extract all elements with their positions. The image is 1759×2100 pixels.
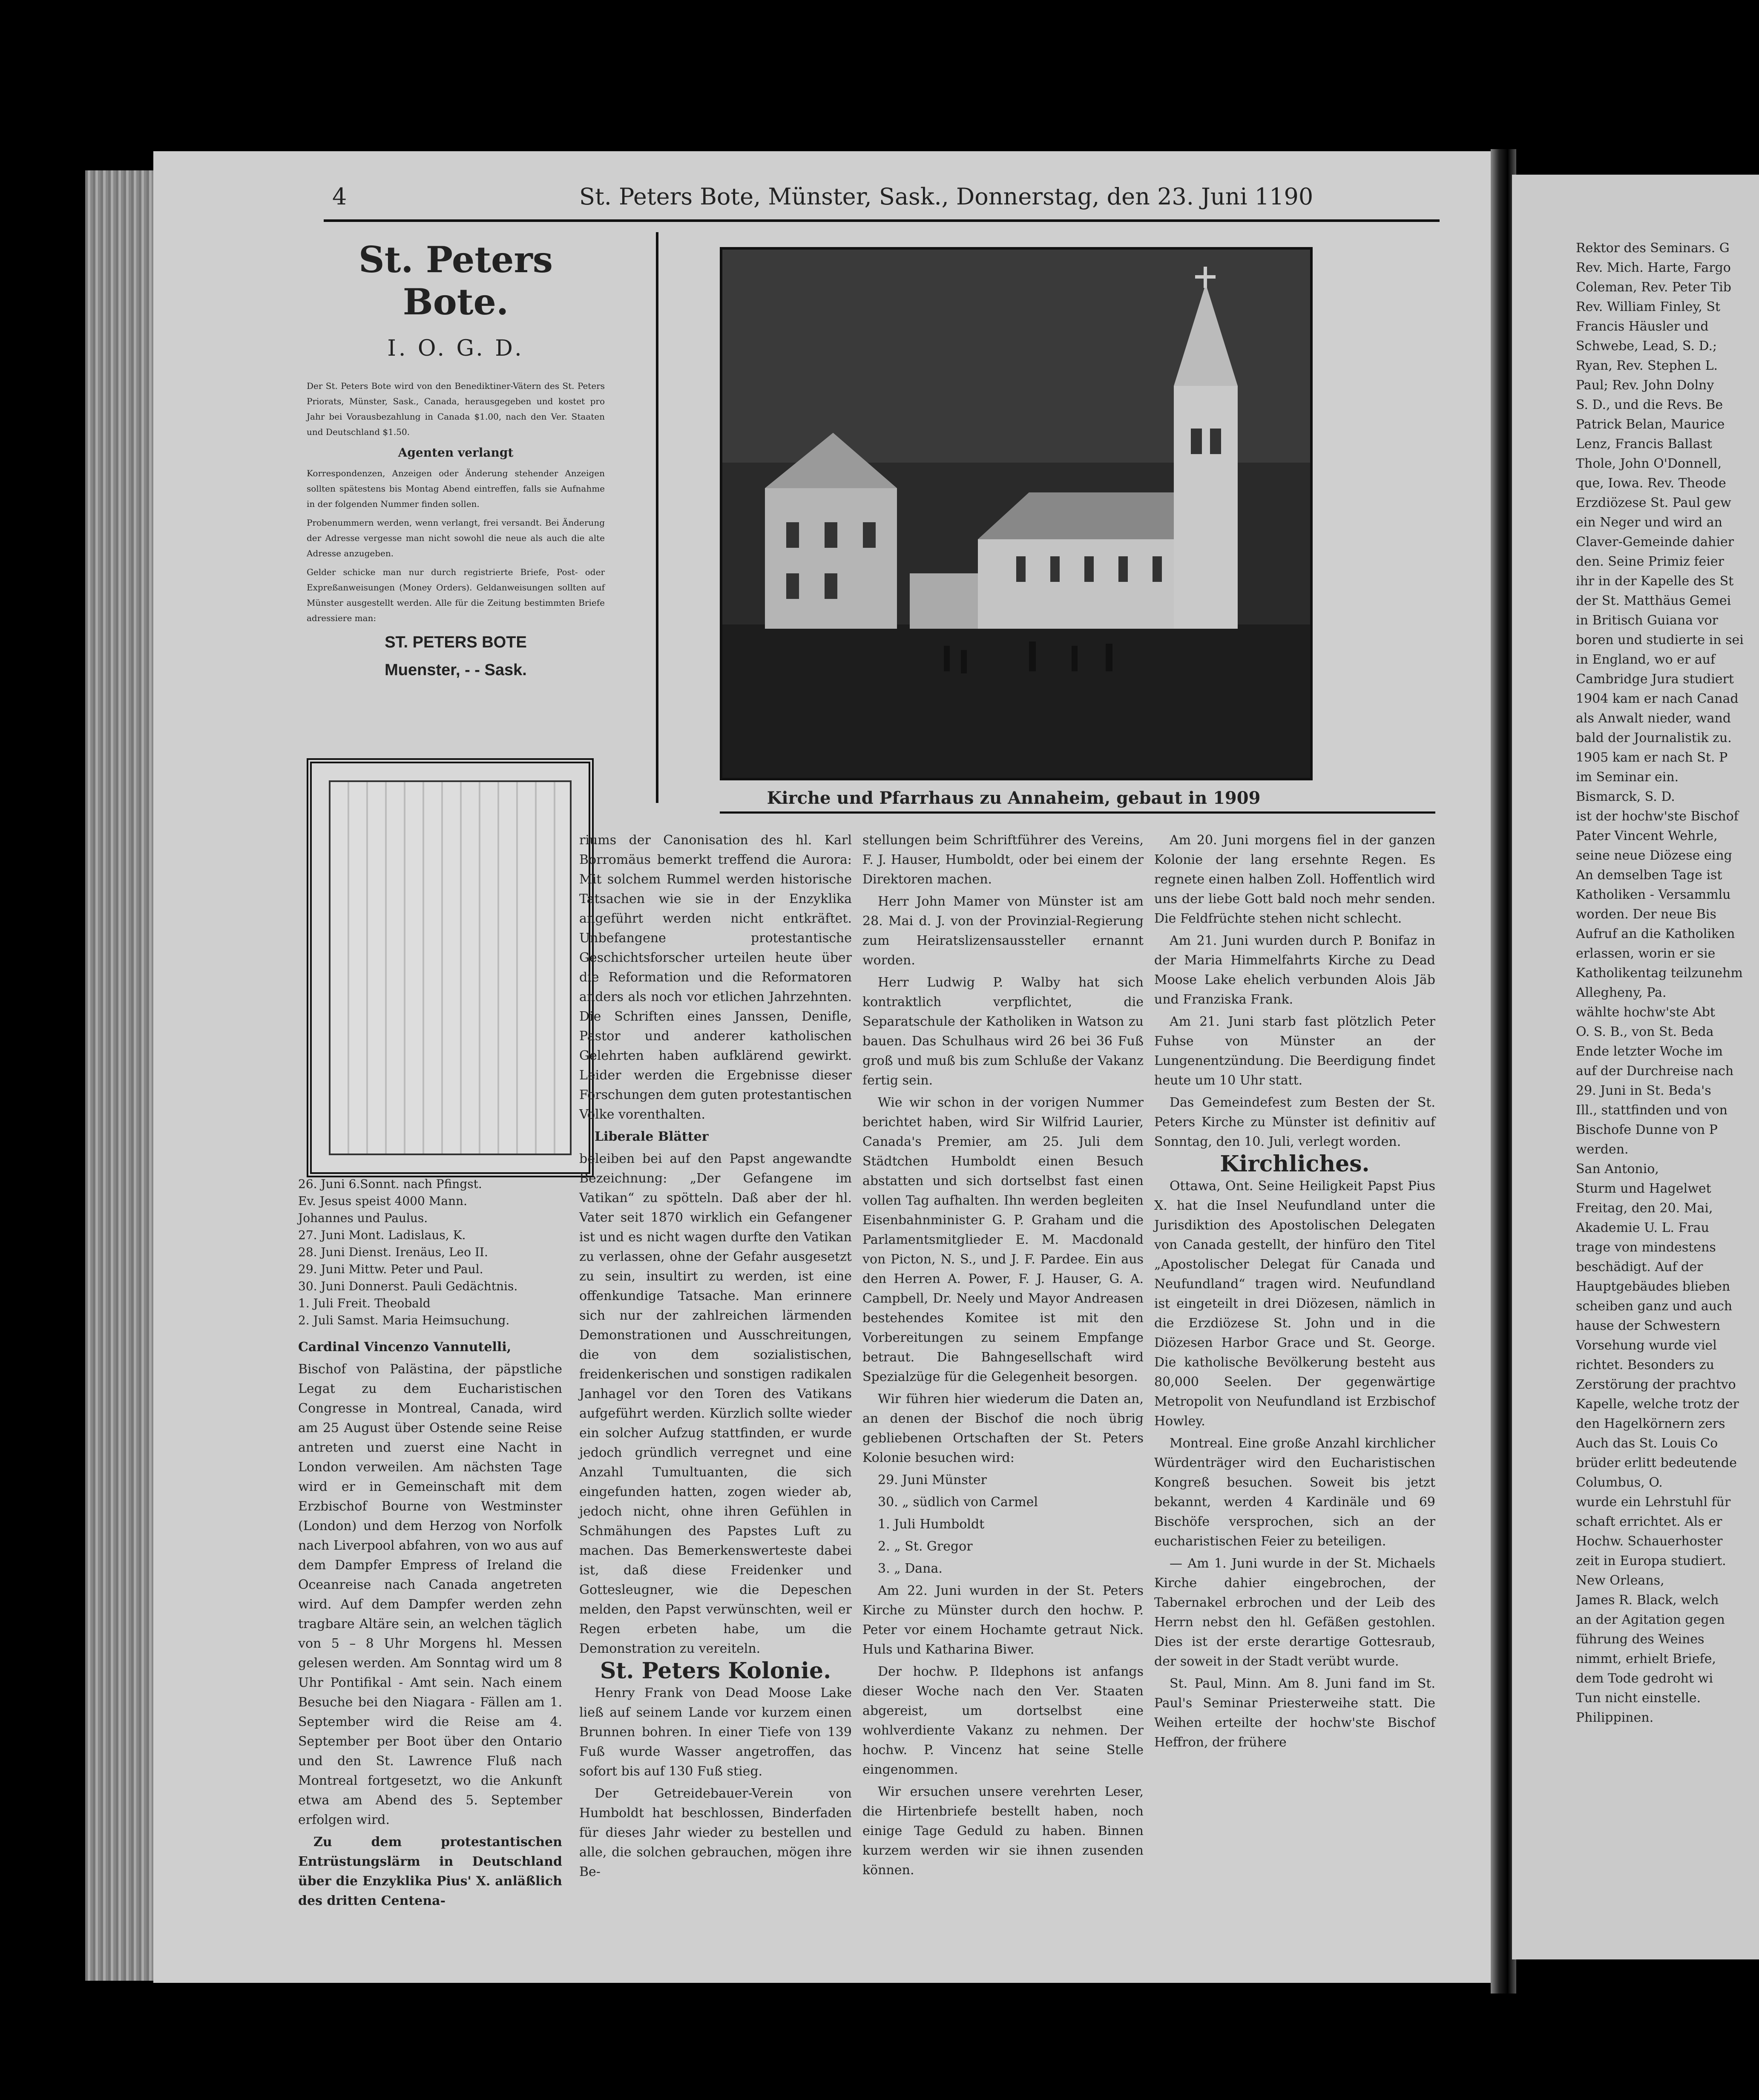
article-text: Am 21. Juni starb fast plötzlich Peter Fuhse von Münster an der Lungenentzündung. Die Beerdigung findet heute um 10 Uhr statt. [1154, 1014, 1435, 1088]
right-page-line: 1904 kam er nach Canad [1576, 691, 1739, 706]
right-page-line: zeit in Europa studiert. [1576, 1553, 1726, 1568]
calendar-entry: 30. Juni Donnerst. Pauli Gedächtnis. [298, 1279, 518, 1293]
right-page-line: Katholikentag teilzunehm [1576, 966, 1743, 981]
right-page-line: O. S. B., von St. Beda [1576, 1024, 1714, 1039]
calendar-entry: 2. Juli Samst. Maria Heimsuchung. [298, 1313, 510, 1327]
right-page-line: seine neue Diözese eing [1576, 848, 1732, 863]
calendar-entry: 1. Juli Freit. Theobald [298, 1296, 431, 1310]
article-text: Der hochw. P. Ildephons ist anfangs dieser Woche nach den Ver. Staaten abgereist, um dortselbst eine wohlverdiente Vakanz zu nehmen. Der hochw. P. Vincenz hat seine Stelle eingenommen. [862, 1664, 1144, 1777]
right-page-line: wurde ein Lehrstuhl für [1576, 1495, 1731, 1510]
article-text: Bischof von Palästina, der päpstliche Legat zu dem Eucharistischen Congresse in Montreal, Canada, wird am 25 August über Ostende seine Reise antreten und zuerst eine Nacht in London verweilen. Am nächsten Tage wird er in Gemeinschaft mit dem Erzbischof Bourne von Westminster (London) und dem Herzog von Norfolk nach Liverpool abfahren, von wo aus auf dem Dampfer Empress of Ireland die Oceanreise nach Canada angetreten wird. Auf dem Dampfer werden zehn tragbare Altäre sein, an welchen täglich von 5 – 8 Uhr Morgens hl. Messen gelesen werden. Am Sonntag wird um 8 Uhr Pontifikal - Amt sein. Nach einem Besuche bei den Niagara - Fällen am 1. September wird die Reise am 4. September per Boot über den Ontario und den St. Lawrence Fluß nach Montreal fortgesetzt, wo die Ankunft etwa am Abend des 5. September erfolgen wird. [298, 1362, 562, 1827]
article-text: Am 22. Juni wurden in der St. Peters Kirche zu Münster durch den hochw. P. Peter vor einem Hochamte getraut Nick. Huls und Katharina Biwer. [862, 1583, 1144, 1657]
right-page-line: Coleman, Rev. Peter Tib [1576, 280, 1731, 295]
calendar-entry: 29. Juni Mittw. Peter und Paul. [298, 1262, 483, 1276]
article-text: Zu dem protestantischen Entrüstungslärm in Deutschland über die Enzyklika Pius' X. anläßlich des dritten Centena- [298, 1835, 562, 1908]
right-page-line: werden. [1576, 1142, 1629, 1157]
calendar-entry: 28. Juni Dienst. Irenäus, Leo II. [298, 1245, 488, 1259]
masthead [307, 239, 605, 679]
right-page-line: Ende letzter Woche im [1576, 1044, 1723, 1059]
article-text: Am 20. Juni morgens fiel in der ganzen Kolonie der lang ersehnte Regen. Es regnete einen halben Zoll. Hoffentlich wird uns der liebe Gott bald noch mehr senden. Die Feldfrüchte stehen nicht schlecht. [1154, 833, 1435, 926]
article-text: Wir ersuchen unsere verehrten Leser, die Hirtenbriefe bestellt haben, noch einige Tage Geduld zu haben. Binnen kurzem werden wir sie ihnen zusenden können. [862, 1784, 1144, 1878]
article-text: Der Getreidebauer-Verein von Humboldt hat beschlossen, Binderfaden für dieses Jahr wieder zu bestellen und alle, die solchen gebrauchen, mögen ihre Be- [579, 1786, 852, 1879]
article-text: Am 21. Juni wurden durch P. Bonifaz in der Maria Himmelfahrts Kirche zu Dead Moose Lake ehelich verbunden Alois Jäb und Franziska Frank. [1154, 933, 1435, 1007]
church-photo [720, 247, 1313, 780]
right-page-line: S. D., und die Revs. Be [1576, 397, 1723, 412]
right-page-line: que, Iowa. Rev. Theode [1576, 476, 1726, 491]
right-page-line: erlassen, worin er sie [1576, 946, 1716, 961]
right-page-line: auf der Durchreise nach [1576, 1064, 1734, 1079]
right-page-line: ihr in der Kapelle des St [1576, 574, 1734, 589]
right-page-line: Allegheny, Pa. [1576, 985, 1667, 1000]
right-page-line: in England, wo er auf [1576, 652, 1716, 667]
scan-background-left [0, 0, 85, 2100]
right-page-line: Schwebe, Lead, S. D.; [1576, 339, 1717, 354]
article-text: Herr John Mamer von Münster ist am 28. Mai d. J. von der Provinzial-Regierung zum Heiratslizensaussteller ernannt worden. [862, 894, 1144, 968]
right-page-line: Bismarck, S. D. [1576, 789, 1675, 804]
right-page-line: San Antonio, [1576, 1162, 1659, 1177]
right-page-line: Claver-Gemeinde dahier [1576, 535, 1734, 549]
right-page-line: Lenz, Francis Ballast [1576, 437, 1713, 452]
right-page-line: beschädigt. Auf der [1576, 1260, 1703, 1274]
right-page-line: als Anwalt nieder, wand [1576, 711, 1731, 726]
right-page-line: Aufruf an die Katholiken [1576, 926, 1735, 941]
right-page-line: Hauptgebäudes blieben [1576, 1279, 1730, 1294]
right-page-line: Ryan, Rev. Stephen L. [1576, 358, 1718, 373]
right-page-line: hause der Schwestern [1576, 1318, 1721, 1333]
masthead-money: Gelder schicke man nur durch registrierte Briefe, Post- oder Expreßanweisungen (Money Orders). Geldanweisungen sollten auf Münster ausgestellt werden. Alle für die Zeitung bestimmten Briefe adressiere man: [307, 567, 605, 623]
section-heading: Kirchliches. [1220, 1151, 1370, 1177]
article-text: Herr Ludwig P. Walby hat sich kontraktlich verpflichtet, die Separatschule der Katholiken in Watson zu bauen. Das Schulhaus wird 26 bei 36 Fuß groß und muß bis zum Schluße der Vakanz fertig sein. [862, 975, 1144, 1088]
column-rule [656, 232, 658, 803]
right-page-line: Pater Vincent Wehrle, [1576, 828, 1718, 843]
right-page-line: führung des Weines [1576, 1632, 1704, 1647]
calendar-entry: Ev. Jesus speist 4000 Mann. [298, 1194, 468, 1208]
header-rule [324, 219, 1440, 222]
right-page-line: Francis Häusler und [1576, 319, 1709, 334]
right-page-line: Rektor des Seminars. G [1576, 241, 1730, 256]
article-text: Wir führen hier wiederum die Daten an, an denen der Bischof die noch übrig gebliebenen Ortschaften der St. Peters Kolonie besuchen wird: [862, 1392, 1144, 1465]
right-page-line: An demselben Tage ist [1576, 868, 1722, 883]
page-header [170, 183, 1427, 217]
right-page-line: Rev. Mich. Harte, Fargo [1576, 260, 1731, 275]
right-page-line: Cambridge Jura studiert [1576, 672, 1734, 687]
right-page-line: im Seminar ein. [1576, 770, 1679, 785]
page-number: 4 [332, 183, 347, 210]
right-page-line: richtet. Besonders zu [1576, 1358, 1714, 1372]
publisher-location: Muenster, - - Sask. [385, 661, 527, 679]
right-page-line: Rev. William Finley, St [1576, 299, 1721, 314]
calendar-table [307, 758, 594, 1177]
right-page-line: in Britisch Guiana vor [1576, 613, 1718, 628]
right-page-line: Katholiken - Versammlu [1576, 887, 1731, 902]
right-page-line: den. Seine Primiz feier [1576, 554, 1724, 569]
caption-rule [720, 811, 1435, 814]
article-text: riums der Canonisation des hl. Karl Borromäus bemerkt treffend die Aurora: Mit solchem Rummel werden historische Tatsachen wie sie in der Enzyklika angeführt werden nicht entkräftet. Unbefangene protestantische Geschichtsforscher urteilen heute über die Reformation und die Reformatoren anders als noch vor etlichen Jahrzehnten. Die Schriften eines Janssen, Denifle, Pastor und anderer katholischen Gelehrten haben aufklärend gewirkt. Leider werden die Ergebnisse dieser Forschungen dem guten protestantischen Volke vorenthalten. [579, 833, 852, 1122]
visit-list-item: 30. „ südlich von Carmel [878, 1495, 1038, 1510]
right-page-line: Patrick Belan, Maurice [1576, 417, 1725, 432]
right-page-line: 29. Juni in St. Beda's [1576, 1083, 1711, 1098]
right-page-line: wählte hochw'ste Abt [1576, 1005, 1715, 1020]
right-page-line: Columbus, O. [1576, 1475, 1663, 1490]
right-page-line: dem Tode gedroht wi [1576, 1671, 1713, 1686]
article-text: St. Paul, Minn. Am 8. Juni fand im St. Paul's Seminar Priesterweihe statt. Die Weihen erteilte der hochw'ste Bischof Heffron, der frühere [1154, 1676, 1435, 1750]
right-page-line: Vorsehung wurde viel [1576, 1338, 1717, 1353]
article-text: beleiben bei auf den Papst angewandte Bezeichnung: „Der Gefangene im Vatikan“ zu spötteln. Daß aber der hl. Vater seit 1870 wirklich ein Gefangener ist und es nicht wagen durfte den Vatikan zu verlassen, ohne der Gefahr ausgesetzt zu sein, insultirt zu werden, ist eine offenkundige Tatsache. Man erinnere sich nur der zahlreichen lärmenden Demonstrationen und Ausschreitungen, die von dem sozialistischen, freidenkerischen und sonstigen radikalen Janhagel vor den Toren des Vatikans aufgeführt werden. Kürzlich sollte wieder ein solcher Aufzug stattfinden, er wurde jedoch gründlich verregnet und eine Anzahl Tumultuanten, die sich eingefunden hatten, zogen wieder ab, jedoch nicht, ohne ihren Gefühlen in Schmähungen des Papstes Luft zu machen. Das Bemerkenswerteste dabei ist, daß diese Freidenker und Gottesleugner, wie die Depeschen melden, den Papst verwünschten, weil er Regen erbeten habe, um die Demonstration zu vereiteln. [579, 1151, 852, 1656]
calendar-entry: Johannes und Paulus. [298, 1211, 428, 1225]
publisher-name: ST. PETERS BOTE [385, 633, 527, 651]
right-page-column [1576, 239, 1755, 1728]
right-page-line: Zerstörung der prachtvo [1576, 1377, 1736, 1392]
right-page-line: 1905 kam er nach St. P [1576, 750, 1728, 765]
column-2 [579, 831, 852, 1884]
right-page-line: Thole, John O'Donnell, [1576, 456, 1722, 471]
right-page-line: Philippinen. [1576, 1710, 1654, 1725]
calendar-entry: 26. Juni 6.Sonnt. nach Pfingst. [298, 1177, 482, 1191]
masthead-intro: Der St. Peters Bote wird von den Benediktiner-Vätern des St. Peters Priorats, Münster, Sask., Canada, herausgegeben und kostet pro Jahr bei Vorausbezahlung in Canada $1.00, nach den Ver. Staaten und Deutschland $1.50. [307, 381, 605, 437]
right-page-line: boren und studierte in sei [1576, 633, 1744, 647]
calendar-entry: 27. Juni Mont. Ladislaus, K. [298, 1228, 466, 1242]
article-text: stellungen beim Schriftführer des Vereins, F. J. Hauser, Humboldt, oder bei einem der Direktoren machen. [862, 833, 1144, 887]
masthead-correspondence: Korrespondenzen, Anzeigen oder Änderung stehender Anzeigen sollten spätestens bis Montag Abend eintreffen, falls sie Aufnahme in der folgenden Nummer finden sollen. [307, 468, 605, 509]
right-page-line: an der Agitation gegen [1576, 1612, 1725, 1627]
right-page-line: nimmt, erhielt Briefe, [1576, 1651, 1716, 1666]
section-heading: St. Peters Kolonie. [600, 1658, 831, 1684]
calendar-list [298, 1176, 562, 1329]
right-page-line: ist der hochw'ste Bischof [1576, 809, 1739, 824]
visit-list-item: 3. „ Dana. [878, 1561, 943, 1576]
article-text: Ottawa, Ont. Seine Heiligkeit Papst Pius X. hat die Insel Neufundland unter die Jurisdiktion des Apostolischen Delegaten von Canada gestellt, der hinfüro den Titel „Apostolischer Delegat für Canada und Neufundland“ tragen wird. Neufundland ist eingeteilt in drei Diözesen, nämlich in die Erzdiözese St. John und in die Diözesen Harbor Grace und St. George. Die katholische Bevölkerung besteht aus 80,000 Seelen. Der gegenwärtige Metropolit von Neufundland ist Erzbischof Howley. [1154, 1179, 1435, 1429]
right-page-line: den Hagelkörnern zers [1576, 1416, 1725, 1431]
right-page-line: New Orleans, [1576, 1573, 1664, 1588]
right-page-line: scheiben ganz und auch [1576, 1299, 1733, 1314]
right-page-line: Sturm und Hagelwet [1576, 1181, 1711, 1196]
column-1 [298, 1338, 562, 1913]
article-heading: Liberale Blätter [595, 1129, 709, 1144]
column-4 [1154, 831, 1435, 1755]
article-text: Henry Frank von Dead Moose Lake ließ auf seinem Lande vor kurzem einen Brunnen bohren. In einer Tiefe von 139 Fuß wurde Wasser angetroffen, das sofort bis auf 130 Fuß stieg. [579, 1686, 852, 1779]
right-page-line: Bischofe Dunne von P [1576, 1122, 1718, 1137]
right-page-line: ein Neger und wird an [1576, 515, 1722, 530]
masthead-title: St. Peters Bote. [358, 239, 553, 323]
right-page-line: Auch das St. Louis Co [1576, 1436, 1718, 1451]
right-page-line: worden. Der neue Bis [1576, 907, 1716, 922]
article-heading: Cardinal Vincenzo Vannutelli, [298, 1340, 512, 1355]
photo-caption: Kirche und Pfarrhaus zu Annaheim, gebaut in 1909 [767, 788, 1261, 808]
right-page-line: Erzdiözese St. Paul gew [1576, 495, 1731, 510]
right-page-line: schaft errichtet. Als er [1576, 1514, 1722, 1529]
right-page-line: Tun nicht einstelle. [1576, 1691, 1701, 1706]
church-illustration [722, 250, 1310, 778]
article-text: Das Gemeindefest zum Besten der St. Peters Kirche zu Münster ist definitiv auf Sonntag, den 10. Juli, verlegt worden. [1154, 1095, 1435, 1149]
article-text: Montreal. Eine große Anzahl kirchlicher Würdenträger wird den Eucharistischen Kongreß besuchen. Soweit bis jetzt bekannt, werden 4 Kardinäle und 69 Bischöfe versprochen, sich an der eucharistischen Feier zu beteiligen. [1154, 1436, 1435, 1549]
right-page-line: Akademie U. L. Frau [1576, 1220, 1709, 1235]
right-page-line: Hochw. Schauerhoster [1576, 1534, 1723, 1549]
header-title: St. Peters Bote, Münster, Sask., Donnerstag, den 23. Juni 1190 [579, 183, 1314, 210]
right-page-line: brüder erlitt bedeutende [1576, 1456, 1737, 1470]
visit-list-item: 1. Juli Humboldt [878, 1517, 985, 1532]
right-page-line: Freitag, den 20. Mai, [1576, 1201, 1713, 1216]
article-text: — Am 1. Juni wurde in der St. Michaels Kirche dahier eingebrochen, der Tabernakel erbrochen und der Leib des Herrn nebst den hl. Gefäßen gestohlen. Dies ist der erste derartige Gottesraub, der soweit in der Stadt verübt wurde. [1154, 1556, 1435, 1669]
book-edge [85, 170, 162, 1981]
visit-list-item: 2. „ St. Gregor [878, 1539, 973, 1554]
right-page-line: James R. Black, welch [1576, 1593, 1719, 1608]
agents-heading: Agenten verlangt [398, 446, 514, 460]
right-page-line: trage von mindestens [1576, 1240, 1716, 1255]
right-page-line: der St. Matthäus Gemei [1576, 593, 1731, 608]
article-text: Wie wir schon in der vorigen Nummer berichtet haben, wird Sir Wilfrid Laurier, Canada's Premier, am 25. Juli dem Städtchen Humboldt einen Besuch abstatten und sich dortselbst fast einen vollen Tag aufhalten. Ihn werden begleiten Eisenbahnminister G. P. Graham und die Parlamentsmitglieder E. M. Macdonald von Picton, N. S., und J. F. Pardee. Ein aus den Herren A. Power, F. J. Hauser, G. A. Campbell, Dr. Neely und Mayor Andreasen bestehendes Komitee ist mit den Vorbereitungen zu seinem Empfange betraut. Die Bahngesellschaft wird Spezialzüge für die Gelegenheit besorgen. [862, 1095, 1144, 1384]
masthead-samples: Probenummern werden, wenn verlangt, frei versandt. Bei Änderung der Adresse vergesse man nicht sowohl die neue als auch die alte Adresse anzugeben. [307, 518, 605, 558]
visit-list-item: 29. Juni Münster [878, 1473, 987, 1487]
right-page-line: bald der Journalistik zu. [1576, 731, 1732, 745]
right-page-line: Ill., stattfinden und von [1576, 1103, 1727, 1118]
right-page-line: Paul; Rev. John Dolny [1576, 378, 1714, 393]
calendar-grid [329, 780, 572, 1155]
masthead-motto: I. O. G. D. [387, 336, 524, 361]
right-page-line: Kapelle, welche trotz der [1576, 1397, 1739, 1412]
column-3 [862, 831, 1144, 1883]
